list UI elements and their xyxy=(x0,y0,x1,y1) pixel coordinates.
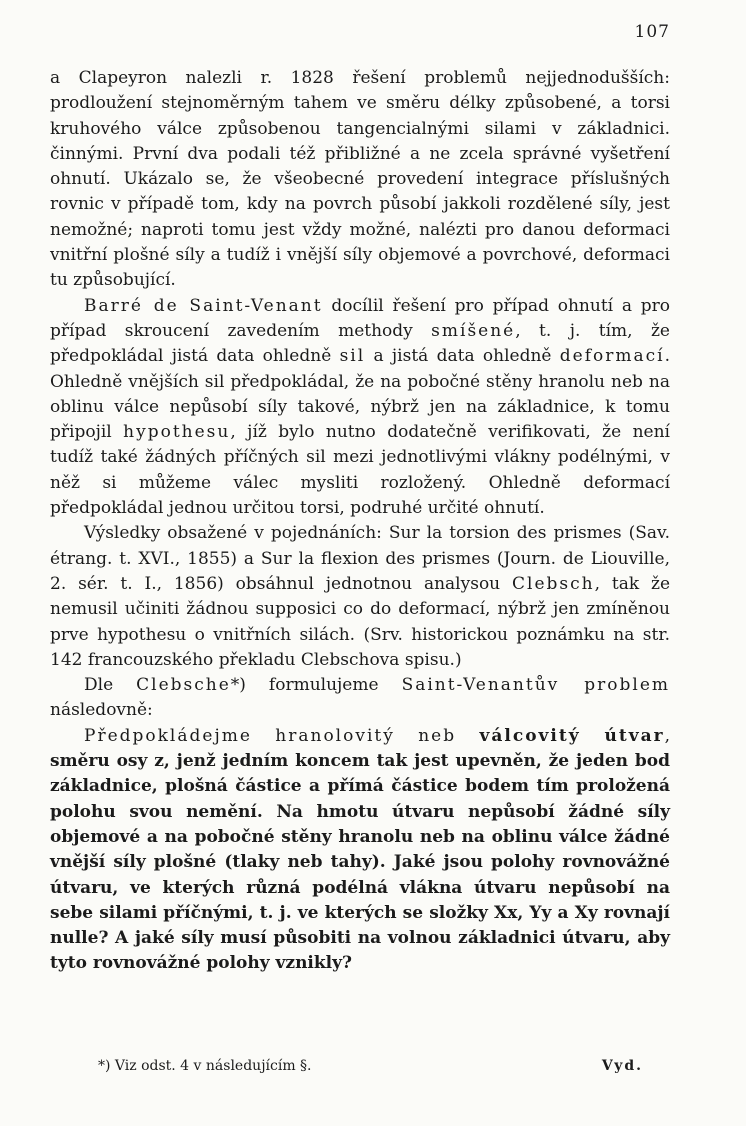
spaced-term: deformací xyxy=(559,346,665,367)
bold-problem-statement: směru osy z, jenž jedním koncem tak jest upevněn, že jeden bod základnice, plošná částice a přímá částice bodem tím proložená polohu svou nemění. Na hmotu útvaru nepůsobí žádné síly objemové a na pobočné stěny hranolu neb na oblinu válce žádné vnější síly plošné (tlaky neb tahy). Jaké jsou polohy rovnovážné útvaru, ve kterých různá podélná vlákna útvaru nepůsobí na sebe silami příčnými, t. j. ve kterých se složky Xx, Yy a Xy rovnají nulle? A jaké síly musí působiti na volnou základnici útvaru, aby tyto rovnovážné polohy vznikly? xyxy=(50,751,670,974)
spaced-name: Clebsche xyxy=(136,675,231,696)
page-number: 107 xyxy=(634,22,670,42)
text-run: a jistá data ohledně xyxy=(365,346,560,367)
main-text xyxy=(50,66,670,977)
spaced-name: Barré de Saint-Venant xyxy=(84,295,323,316)
paragraph-2 xyxy=(50,294,670,522)
spaced-term: hypothesu xyxy=(123,422,231,443)
text-run: , t. j. tím, že předpokládal jistá data ohledně xyxy=(50,320,670,367)
paragraph-1: a Clapeyron nalezli r. 1828 řešení problemů nejjednodušších: prodloužení stejnoměrným tahem ve směru délky způsobené, a torsi kruhového válce způsobenou tangencialnými silami v základnici. činnými. První dva podali též přibližné a ne zcela správné vyšetření ohnutí. Ukázalo se, že všeobecné provedení integrace příslušných rovnic v případě tom, kdy na povrch působí jakkoli rozdělené síly, jest nemožné; naproti tomu jest vždy možné, nalézti pro danou deformaci vnitřní plošné síly a tudíž i vnější síly objemové a povrchové, deformaci tu způsobující. xyxy=(50,68,670,291)
editor-signature: Vyd. xyxy=(601,1058,643,1074)
paragraph-5 xyxy=(50,724,670,977)
paragraph-3 xyxy=(50,521,670,673)
text-run: Předpokládejme hranolovitý neb xyxy=(84,725,480,746)
text-run: , xyxy=(664,725,670,746)
text-run: , tak že nemusil učiniti žádnou supposici co do deformací, nýbrž jen zmíněnou prve hypothesu o vnitřních silách. (Srv. historickou poznámku na str. 142 francouzského překladu Clebschova spisu.) xyxy=(50,573,671,670)
bold-spaced-term: válcovitý útvar xyxy=(479,725,665,746)
text-run: Dle xyxy=(84,675,137,696)
text-run: Výsledky obsažené v pojednáních: Sur la torsion des prismes (Sav. étrang. t. XVI., 1855) a Sur la flexion des prismes (Journ. de Liouville, 2. sér. t. I., 1856) obsáhnul jednotnou analysou xyxy=(50,523,670,594)
spaced-term: sil xyxy=(339,346,366,367)
text-run: docílil řešení pro případ ohnutí a pro případ skroucení zavedením methody xyxy=(50,295,671,341)
spaced-name: Clebsch xyxy=(512,573,595,594)
spaced-term: Saint-Venantův problem xyxy=(401,675,671,696)
footnote xyxy=(98,1058,643,1074)
text-run: následovně: xyxy=(50,700,153,721)
text-run: , jíž bylo nutno dodatečně verifikovati, že není tudíž také žádných příčných sil mezi jednotlivými vlákny podélnými, v něž si můžeme válec mysliti rozložený. Ohledně deformací předpokládal jednou určitou torsi, podruhé určité ohnutí. xyxy=(50,422,670,519)
text-run: . Ohledně vnějších sil předpokládal, že na pobočné stěny hranolu neb na oblinu válce nepůsobí síly takové, nýbrž jen na základnice, k tomu připojil xyxy=(50,346,670,443)
text-run: *) formulujeme xyxy=(230,675,402,696)
footnote-text: *) Viz odst. 4 v následujícím §. xyxy=(98,1058,312,1074)
paragraph-4 xyxy=(50,673,670,724)
spaced-term: smíšené xyxy=(431,320,516,341)
